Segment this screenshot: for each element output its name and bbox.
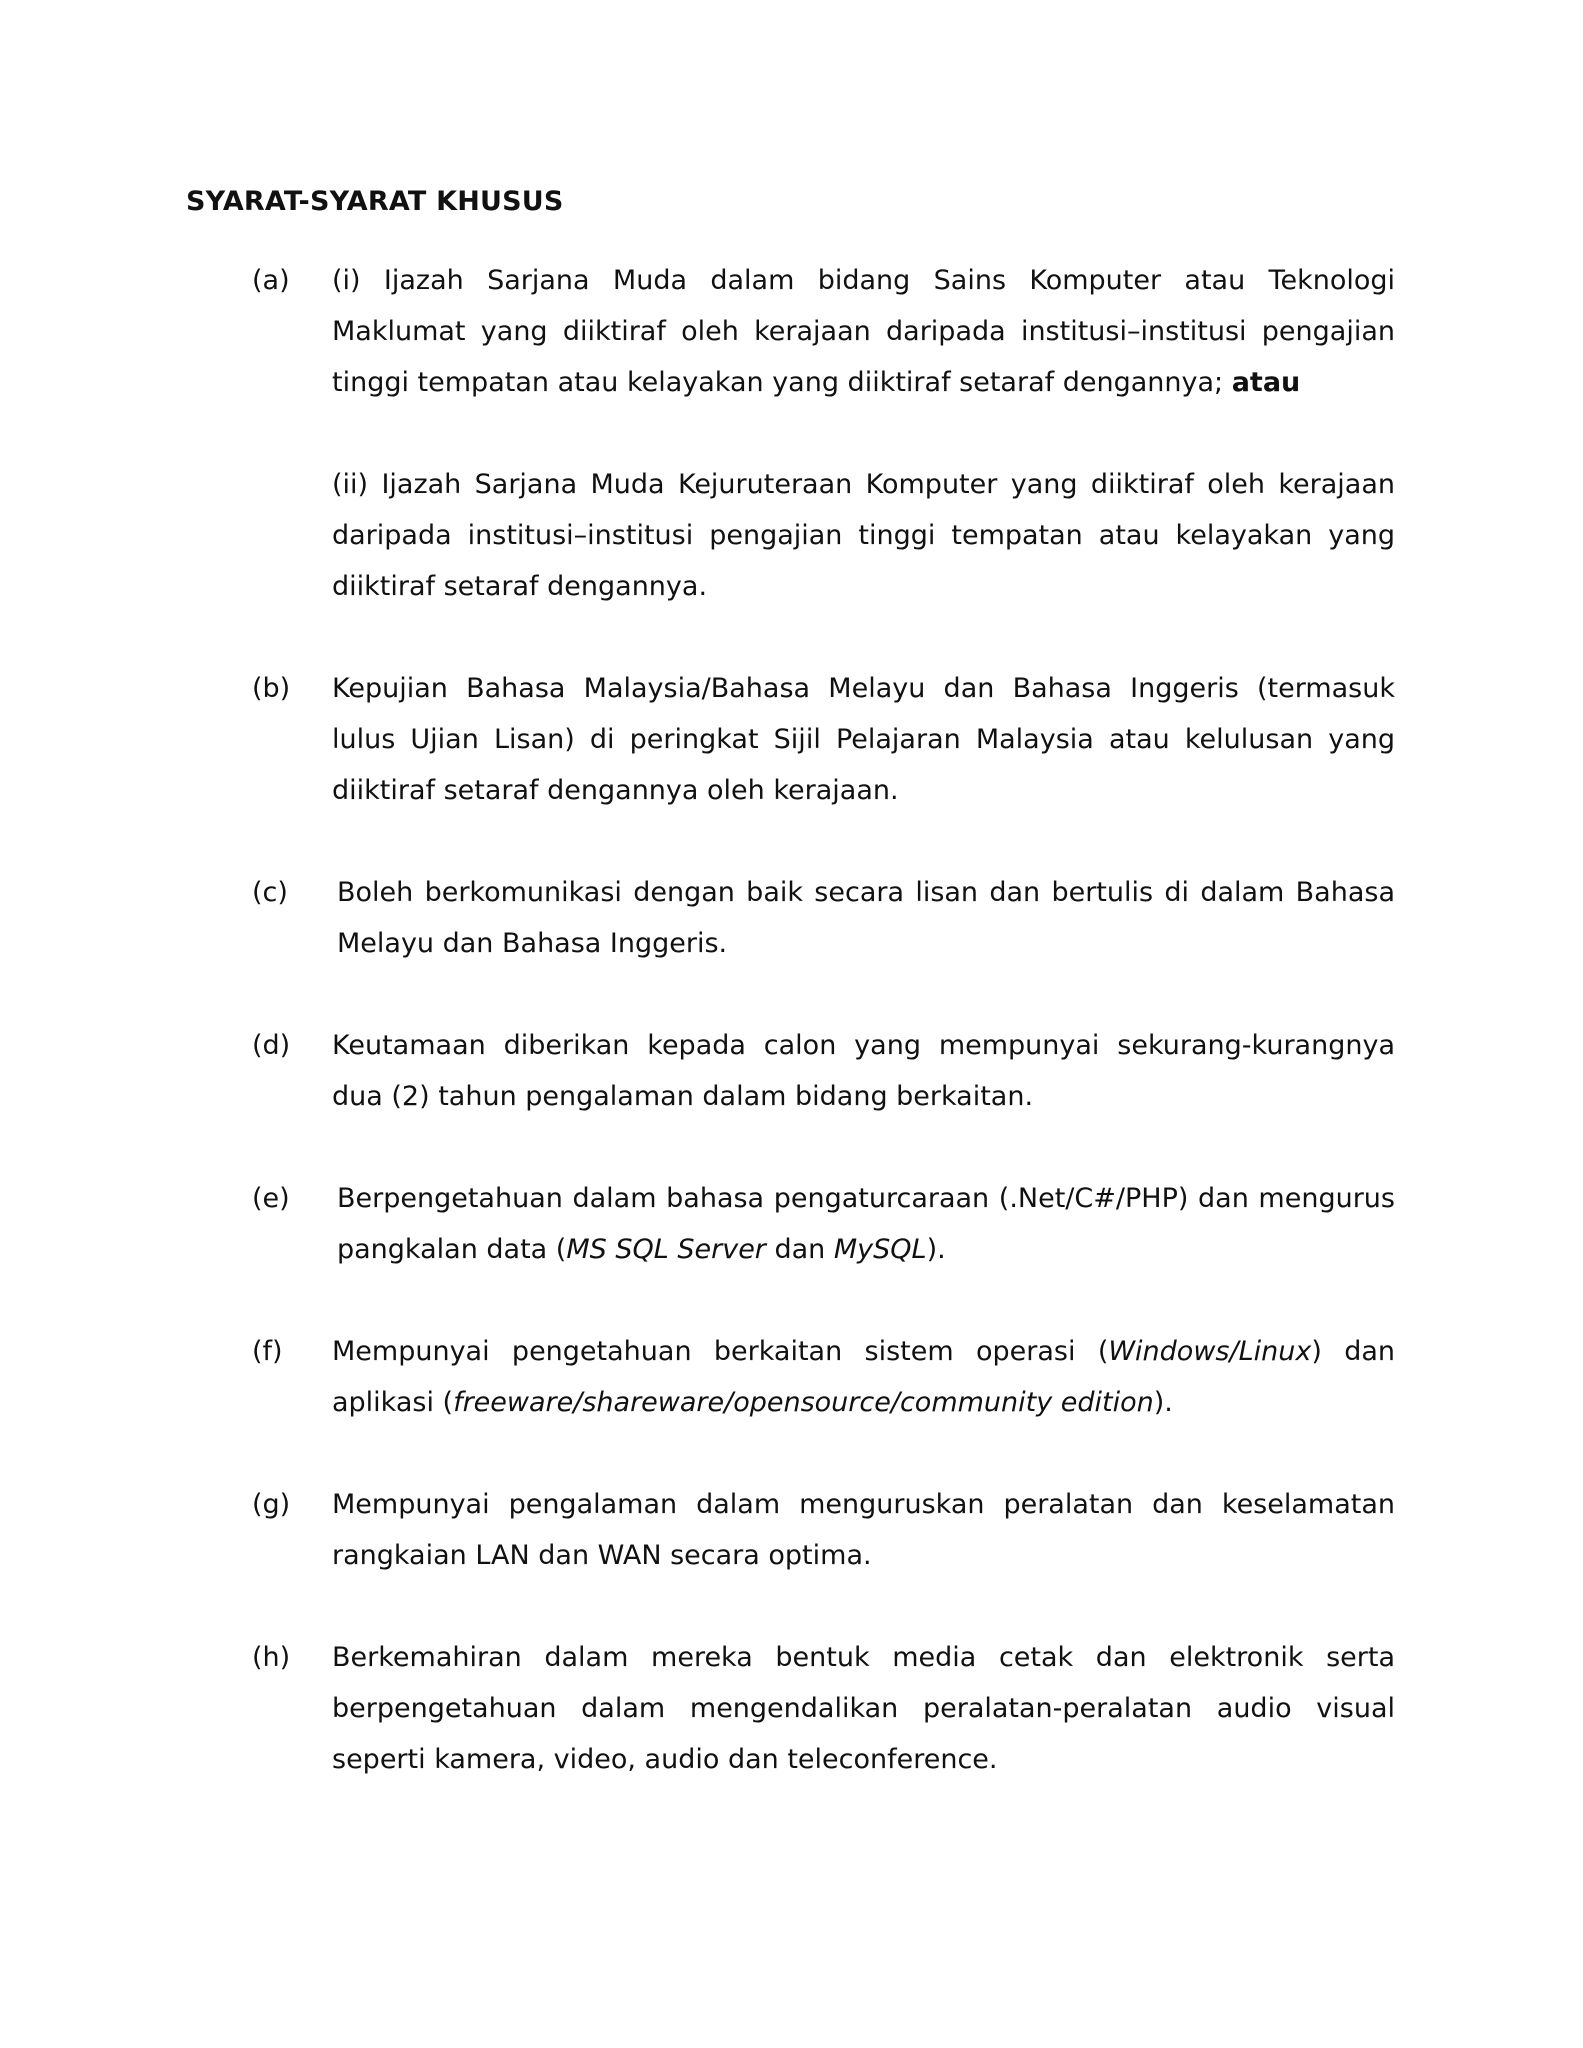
page-title: SYARAT-SYARAT KHUSUS — [186, 186, 564, 217]
sub-item-text: Ijazah Sarjana Muda Kejuruteraan Komputer yang diiktiraf oleh kerajaan daripada institusi–institusi pengajian tinggi tempatan atau kelayakan yang diiktiraf setaraf dengannya. — [332, 469, 1395, 602]
italic-term: MySQL — [833, 1234, 927, 1265]
italic-term: MS SQL Server — [566, 1234, 766, 1265]
sub-item-prefix: (ii) — [332, 469, 382, 500]
text-segment: ). — [926, 1234, 946, 1265]
item-label: (c) — [252, 877, 288, 908]
item-label: (f) — [252, 1336, 283, 1367]
item-label: (e) — [252, 1183, 290, 1214]
text-segment: dan — [765, 1234, 834, 1265]
item-label: (b) — [252, 673, 291, 704]
sub-item-bold-tail: atau — [1231, 367, 1301, 398]
item-label: (h) — [252, 1642, 291, 1673]
text-segment: ). — [1153, 1387, 1173, 1418]
sub-item-text: Ijazah Sarjana Muda dalam bidang Sains Komputer atau Teknologi Maklumat yang diiktiraf oleh kerajaan daripada institusi–institusi pengajian tinggi tempatan atau kelayakan yang diiktiraf setaraf dengannya; — [332, 265, 1395, 398]
item-text: Boleh berkomunikasi dengan baik secara lisan dan bertulis di dalam Bahasa Melayu dan Bahasa Inggeris. — [337, 877, 1395, 959]
sub-item-ii — [332, 459, 1395, 612]
item-text: Mempunyai pengalaman dalam menguruskan peralatan dan keselamatan rangkaian LAN dan WAN secara optima. — [332, 1489, 1395, 1571]
sub-item-prefix: (i) — [332, 265, 384, 296]
text-segment: Berpengetahuan dalam bahasa pengaturcaraan (.Net/C#/PHP) dan mengurus pangkalan data ( — [337, 1183, 1395, 1265]
item-text: Berkemahiran dalam mereka bentuk media cetak dan elektronik serta berpengetahuan dalam mengendalikan peralatan-peralatan audio visual seperti kamera, video, audio dan teleconference. — [332, 1642, 1395, 1775]
italic-term: Windows/Linux — [1108, 1336, 1312, 1367]
text-segment: ) dan aplikasi ( — [332, 1336, 1395, 1418]
item-text: Keutamaan diberikan kepada calon yang mempunyai sekurang-kurangnya dua (2) tahun pengalaman dalam bidang berkaitan. — [332, 1030, 1395, 1112]
item-content — [332, 255, 1395, 612]
sub-item-i — [332, 255, 1395, 408]
text-segment: Mempunyai pengetahuan berkaitan sistem operasi ( — [332, 1336, 1109, 1367]
item-label: (d) — [252, 1030, 291, 1061]
item-text — [332, 1326, 1395, 1428]
item-label: (a) — [252, 265, 290, 296]
italic-term: freeware/shareware/opensource/community edition — [453, 1387, 1154, 1418]
item-label: (g) — [252, 1489, 291, 1520]
item-text — [337, 1173, 1395, 1275]
item-text: Kepujian Bahasa Malaysia/Bahasa Melayu dan Bahasa Inggeris (termasuk lulus Ujian Lisan) di peringkat Sijil Pelajaran Malaysia atau kelulusan yang diiktiraf setaraf dengannya oleh kerajaan. — [332, 673, 1395, 806]
